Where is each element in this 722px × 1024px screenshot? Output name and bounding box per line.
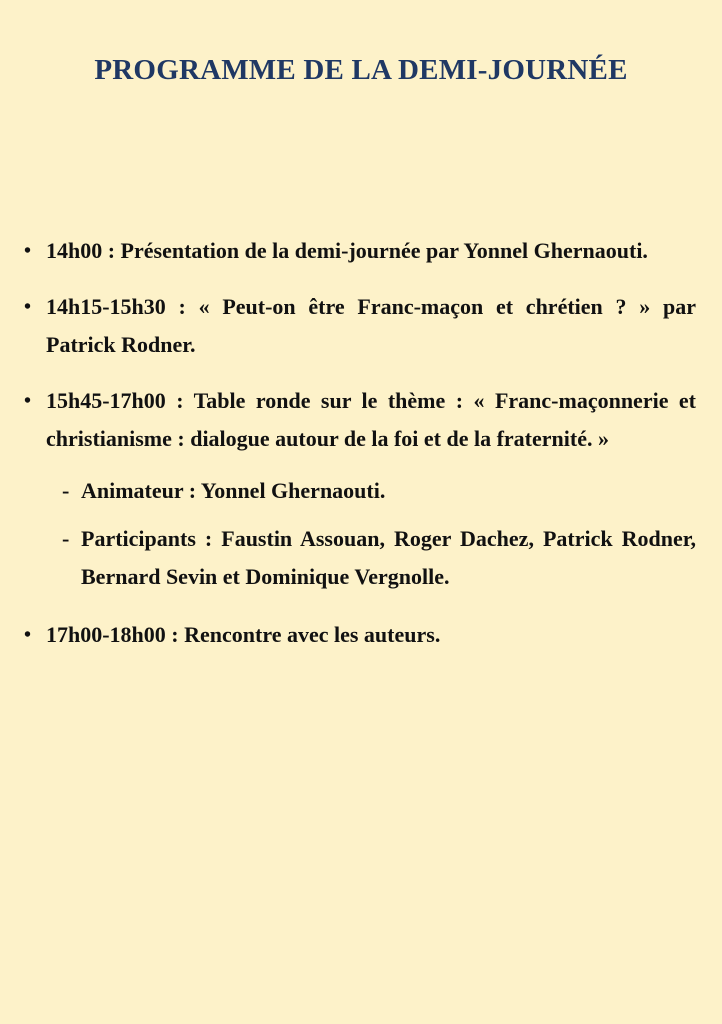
program-item-4 [24, 616, 696, 654]
program-item-text: 14h15-15h30 : « Peut-on être Franc-maçon et chrétien ? » par Patrick Rodner. [46, 294, 696, 357]
page-title: PROGRAMME DE LA DEMI-JOURNÉE [94, 54, 628, 86]
program-sublist [62, 472, 696, 596]
program-item-text: 14h00 : Présentation de la demi-journée par Yonnel Ghernaouti. [46, 238, 648, 263]
program-item-3 [24, 382, 696, 458]
bullet-icon: • [24, 240, 32, 262]
dash-icon: - [62, 478, 70, 503]
program-item-1 [24, 232, 696, 270]
program-list [24, 232, 696, 672]
program-subitem-text: Participants : Faustin Assouan, Roger Dachez, Patrick Rodner, Bernard Sevin et Dominique Vergnolle. [81, 526, 696, 589]
program-subitem-animateur [62, 472, 696, 510]
program-item-text: 15h45-17h00 : Table ronde sur le thème : « Franc-maçonnerie et christianisme : dialogue autour de la foi et de la fraternité. » [46, 388, 696, 451]
program-item-2 [24, 288, 696, 364]
program-subitem-text: Animateur : Yonnel Ghernaouti. [81, 478, 386, 503]
program-subitem-participants [62, 520, 696, 596]
bullet-icon: • [24, 296, 32, 318]
bullet-icon: • [24, 624, 32, 646]
program-item-text: 17h00-18h00 : Rencontre avec les auteurs. [46, 622, 441, 647]
bullet-icon: • [24, 390, 32, 412]
dash-icon: - [62, 526, 70, 551]
